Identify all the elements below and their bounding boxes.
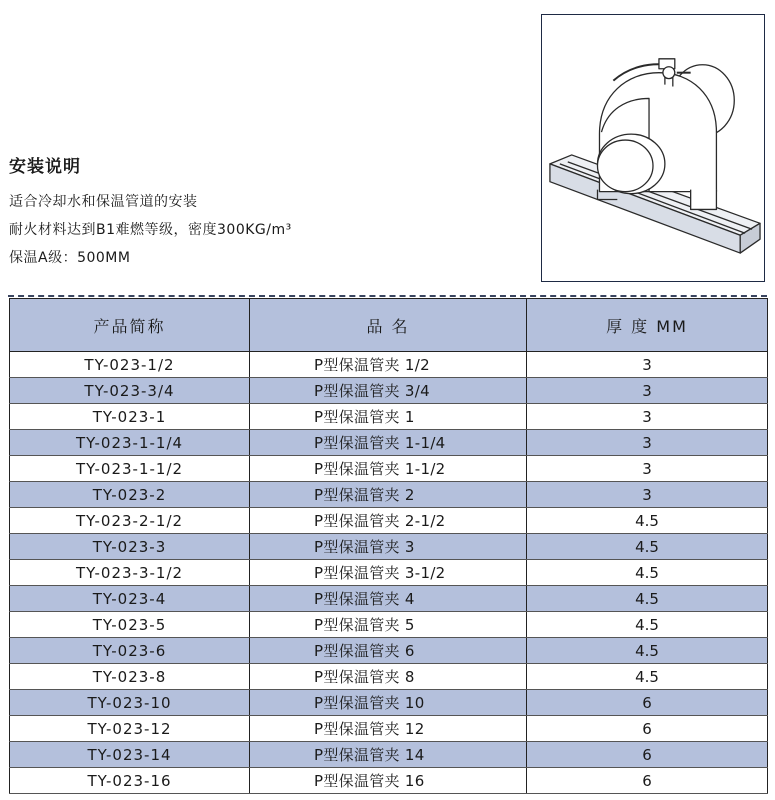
cell-thickness: 4.5 (527, 560, 768, 586)
cell-thickness: 3 (527, 404, 768, 430)
install-line-3: 保温A级：500MM (9, 250, 131, 266)
cell-product-name: P型保温管夹 3 (250, 534, 527, 560)
cell-thickness: 3 (527, 378, 768, 404)
cell-product-code: TY-023-8 (10, 664, 250, 690)
cell-thickness: 3 (527, 352, 768, 378)
pipe-clamp-illustration-icon (542, 15, 764, 281)
table-row (10, 482, 768, 508)
cell-product-code: TY-023-3 (10, 534, 250, 560)
cell-thickness: 3 (527, 482, 768, 508)
cell-product-name: P型保温管夹 2-1/2 (250, 508, 527, 534)
cell-product-code: TY-023-10 (10, 690, 250, 716)
cell-product-name: P型保温管夹 1/2 (250, 352, 527, 378)
product-figure (541, 14, 765, 282)
cell-product-code: TY-023-2-1/2 (10, 508, 250, 534)
cell-thickness: 4.5 (527, 508, 768, 534)
cell-product-name: P型保温管夹 6 (250, 638, 527, 664)
cell-product-name: P型保温管夹 12 (250, 716, 527, 742)
table-row (10, 742, 768, 768)
cell-product-name: P型保温管夹 10 (250, 690, 527, 716)
cell-thickness: 4.5 (527, 534, 768, 560)
table-row (10, 430, 768, 456)
cell-thickness: 3 (527, 430, 768, 456)
cell-thickness: 3 (527, 456, 768, 482)
install-line-2: 耐火材料达到B1难燃等级，密度300KG/m³ (9, 222, 292, 238)
table-row (10, 378, 768, 404)
cell-product-name: P型保温管夹 1-1/2 (250, 456, 527, 482)
cell-product-code: TY-023-1 (10, 404, 250, 430)
cell-product-code: TY-023-14 (10, 742, 250, 768)
cell-product-code: TY-023-1-1/2 (10, 456, 250, 482)
table-row (10, 690, 768, 716)
table-row (10, 716, 768, 742)
cell-product-code: TY-023-2 (10, 482, 250, 508)
table-row (10, 404, 768, 430)
cell-product-name: P型保温管夹 14 (250, 742, 527, 768)
header-code: 产品简称 (10, 299, 250, 352)
table-row (10, 456, 768, 482)
table-row (10, 664, 768, 690)
header-thickness: 厚 度 MM (527, 299, 768, 352)
cell-product-code: TY-023-3/4 (10, 378, 250, 404)
table-header-row (10, 299, 768, 352)
install-title: 安装说明 (9, 157, 81, 177)
cell-product-code: TY-023-1-1/4 (10, 430, 250, 456)
cell-product-name: P型保温管夹 8 (250, 664, 527, 690)
cell-thickness: 6 (527, 768, 768, 794)
cell-thickness: 4.5 (527, 638, 768, 664)
section-divider (8, 295, 767, 297)
cell-thickness: 4.5 (527, 586, 768, 612)
table-row (10, 560, 768, 586)
cell-product-name: P型保温管夹 5 (250, 612, 527, 638)
spec-table (9, 298, 768, 794)
cell-product-name: P型保温管夹 1-1/4 (250, 430, 527, 456)
table-row (10, 586, 768, 612)
cell-product-code: TY-023-6 (10, 638, 250, 664)
cell-product-code: TY-023-12 (10, 716, 250, 742)
cell-product-name: P型保温管夹 3/4 (250, 378, 527, 404)
header-name: 品 名 (250, 299, 527, 352)
cell-product-name: P型保温管夹 16 (250, 768, 527, 794)
table-row (10, 612, 768, 638)
table-row (10, 638, 768, 664)
cell-thickness: 4.5 (527, 612, 768, 638)
cell-product-code: TY-023-3-1/2 (10, 560, 250, 586)
cell-product-name: P型保温管夹 1 (250, 404, 527, 430)
cell-thickness: 6 (527, 716, 768, 742)
cell-product-name: P型保温管夹 2 (250, 482, 527, 508)
table-row (10, 768, 768, 794)
cell-thickness: 6 (527, 742, 768, 768)
cell-product-code: TY-023-4 (10, 586, 250, 612)
table-row (10, 508, 768, 534)
cell-thickness: 4.5 (527, 664, 768, 690)
cell-product-name: P型保温管夹 4 (250, 586, 527, 612)
cell-product-name: P型保温管夹 3-1/2 (250, 560, 527, 586)
cell-product-code: TY-023-5 (10, 612, 250, 638)
cell-thickness: 6 (527, 690, 768, 716)
install-line-1: 适合冷却水和保温管道的安装 (9, 194, 198, 210)
table-row (10, 352, 768, 378)
table-row (10, 534, 768, 560)
cell-product-code: TY-023-1/2 (10, 352, 250, 378)
cell-product-code: TY-023-16 (10, 768, 250, 794)
